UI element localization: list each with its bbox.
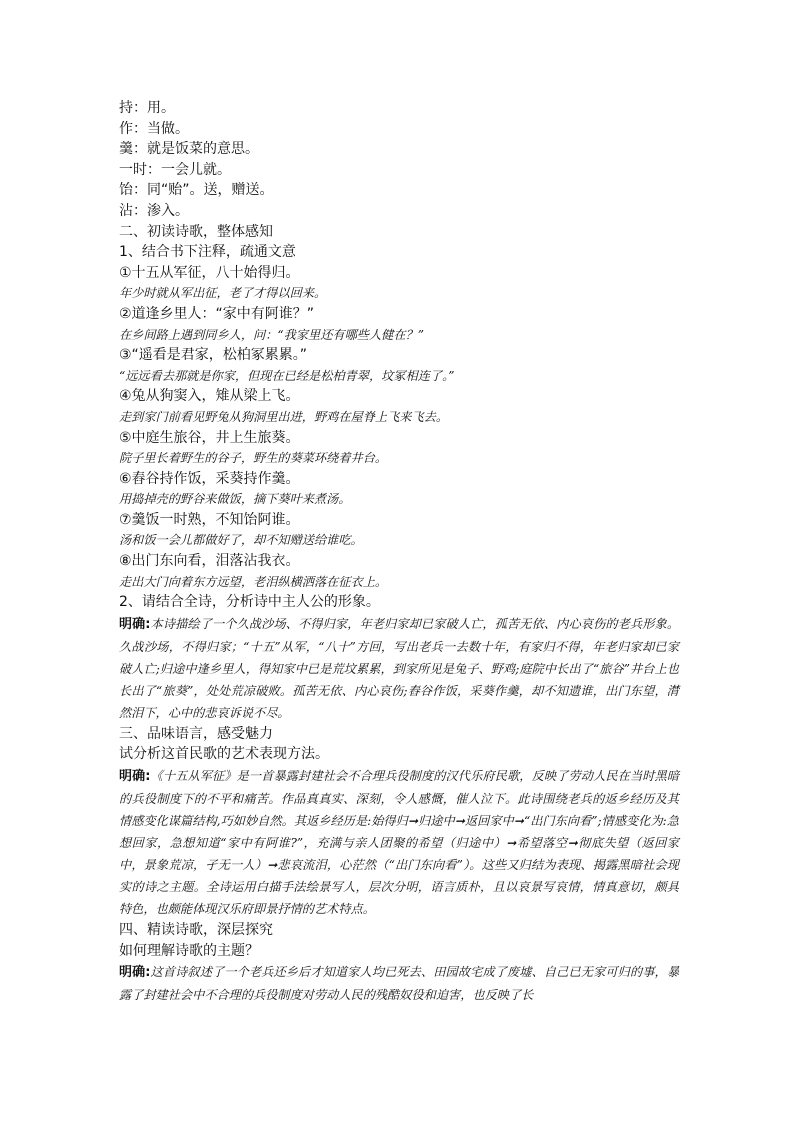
translation-line: 院子里长着野生的谷子，野生的葵菜环绕着井台。: [119, 451, 388, 466]
answer-text: 这首诗叙述了一个老兵还乡后才知道家人均已死去、田园故宅成了废墟、自己已无家可归的事，暴露了封建社会中不合理的兵役制度对劳动人民的残酷奴役和迫害，也反映了长: [119, 965, 680, 1003]
glossary-item: 饴：同“贻”。送，赠送。: [119, 182, 274, 199]
poem-line: ②道逢乡里人：“家中有阿谁？”: [119, 305, 315, 322]
answer-text: 《十五从军征》是一首暴露封建社会不合理兵役制度的汉代乐府民歌，反映了劳动人民在当时黑暗的兵役制度下的不平和痛苦。作品真真实、深刻，令人感慨，催人泣下。此诗围绕老兵的返乡经历及其情感变化谋篇结构,巧如妙自然。其返乡经历是:始得归➞归途中➞返回家中➞“出门东向看”;情感变化为:急想回家，急想知道“家中有阿谁?”，充满与亲人团聚的希望（归途中）➞希望落空➞彻底失望（返回家中，景象荒凉，孑无一人）➞悲哀流泪，心茫然（“出门东向看”）。这些又归结为表现、揭露黑暗社会现实的诗之主题。全诗运用白描手法绘景写人，层次分明，语言质朴，且以哀景写哀情，情真意切，颇具特色，也颇能体现汉乐府即景抒情的艺术特点。: [119, 769, 680, 917]
section-2-subtitle-2: 2、请结合全诗，分析诗中主人公的形象。: [119, 594, 380, 611]
translation-line: 走到家门前看见野兔从狗洞里出进，野鸡在屋脊上飞来飞去。: [119, 409, 449, 424]
poem-line: ④兔从狗窦入，雉从梁上飞。: [119, 388, 300, 405]
answer-text: 本诗描绘了一个久战沙场、不得归家，年老归家却已家破人亡，孤苦无依、内心哀伤的老兵形象。久战沙场，不得归家；“十五”从军，“八十”方回，写出老兵一去数十年，有家归不得，年老归家却已家破人亡;归途中逢乡里人，得知家中已是荒坟累累，到家所见是兔子、野鸡;庭院中长出了“旅谷”井台上也长出了“旅葵”，处处荒凉破败。孤苦无依、内心哀伤;舂谷作饭，采葵作羹，却不知遗谁，出门东望，潸然泪下，心中的悲哀诉说不尽。: [119, 616, 680, 720]
document-page: [119, 98, 679, 1006]
section-2-title: 二、初读诗歌，整体感知: [119, 223, 273, 240]
section-2-subtitle-1: 1、结合书下注释，疏通文意: [119, 244, 296, 261]
answer-label: 明确:: [119, 616, 151, 632]
poem-line: ①十五从军征，八十始得归。: [119, 264, 300, 281]
poem-line: ⑥舂谷持作饭，采葵持作羹。: [119, 470, 300, 487]
glossary-item: 持：用。: [119, 100, 175, 116]
translation-line: “远远看去那就是你家，但现在已经是松柏青翠，坟冢相连了。”: [119, 368, 455, 383]
glossary-item: 沾：渗入。: [119, 202, 189, 219]
glossary-item: 作：当做。: [119, 120, 189, 137]
poem-line: ⑦羹饭一时熟，不知饴阿谁。: [119, 511, 300, 528]
answer-paragraph: [119, 961, 679, 1006]
answer-paragraph: [119, 765, 679, 920]
translation-line: 走出大门向着东方远望，老泪纵横洒落在征衣上。: [119, 574, 388, 589]
translation-line: 用捣掉壳的野谷来做饭，摘下葵叶来煮汤。: [119, 492, 351, 507]
answer-label: 明确:: [119, 965, 151, 981]
section-4-question: 如何理解诗歌的主题？: [119, 942, 259, 959]
poem-line: ③“遥看是君家，松柏冢累累。”: [119, 347, 308, 364]
poem-line: ⑧出门东向看，泪落沾我衣。: [119, 553, 300, 570]
translation-line: 在乡间路上遇到同乡人，问：“我家里还有哪些人健在？”: [119, 327, 424, 342]
glossary-item: 羹：就是饭菜的意思。: [119, 141, 259, 158]
translation-line: 年少时就从军出征，老了才得以回来。: [119, 286, 327, 301]
answer-label: 明确:: [119, 769, 151, 785]
section-3-title: 三、品味语言，感受魅力: [119, 725, 273, 742]
answer-paragraph: [119, 613, 679, 724]
section-4-title: 四、精读诗歌，深层探究: [119, 922, 273, 939]
section-3-question: 试分析这首民歌的艺术表现方法。: [119, 746, 329, 763]
poem-translation-list: [119, 263, 679, 593]
glossary-item: 一时：一会儿就。: [119, 161, 231, 178]
poem-line: ⑤中庭生旅谷，井上生旅葵。: [119, 429, 300, 446]
glossary: [119, 98, 679, 222]
translation-line: 汤和饭一会儿都做好了，却不知赠送给谁吃。: [119, 533, 363, 548]
